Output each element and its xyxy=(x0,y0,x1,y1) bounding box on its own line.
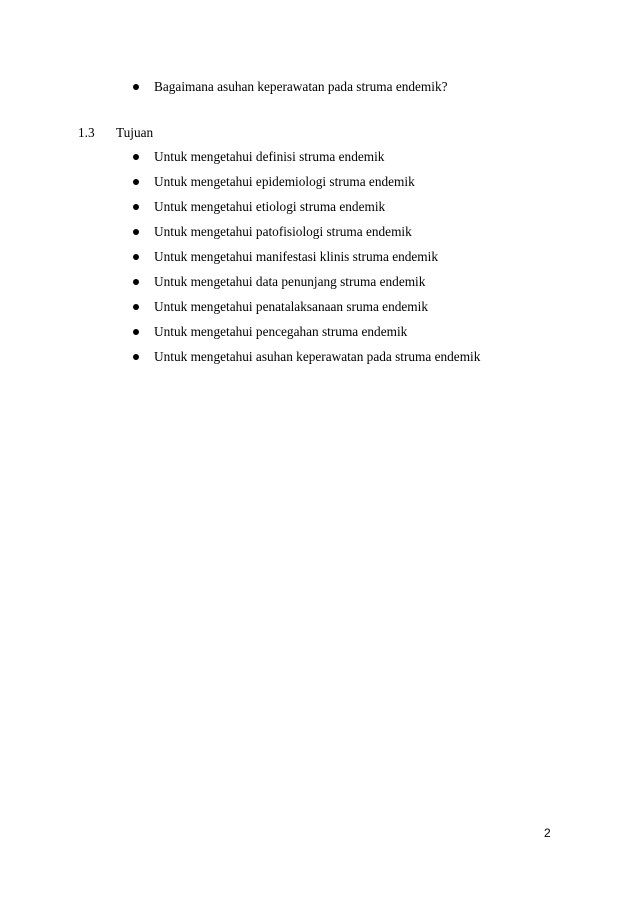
objective-text: Untuk mengetahui data penunjang struma endemik xyxy=(154,274,426,289)
bullet-icon xyxy=(133,304,139,310)
objective-item xyxy=(133,322,407,342)
objective-text: Untuk mengetahui pencegahan struma endemik xyxy=(154,324,408,339)
objective-text: Untuk mengetahui epidemiologi struma endemik xyxy=(154,174,415,189)
bullet-icon xyxy=(133,154,139,160)
bullet-icon xyxy=(133,279,139,285)
bullet-icon xyxy=(133,84,139,90)
intro-bullet-item xyxy=(133,77,448,97)
objective-text: Untuk mengetahui patofisiologi struma endemik xyxy=(154,224,412,239)
objective-item xyxy=(133,272,425,292)
objective-item xyxy=(133,297,428,317)
objective-text: Untuk mengetahui penatalaksanaan sruma endemik xyxy=(154,299,428,314)
bullet-icon xyxy=(133,204,139,210)
bullet-icon xyxy=(133,329,139,335)
objective-item xyxy=(133,247,438,267)
page-number: 2 xyxy=(544,826,551,840)
objective-item xyxy=(133,172,415,192)
objective-item xyxy=(133,147,384,167)
objective-item xyxy=(133,197,385,217)
bullet-icon xyxy=(133,354,139,360)
bullet-icon xyxy=(133,229,139,235)
objective-text: Untuk mengetahui definisi struma endemik xyxy=(154,149,385,164)
intro-bullet-text: Bagaimana asuhan keperawatan pada struma endemik? xyxy=(154,79,448,94)
objective-item xyxy=(133,347,480,367)
objective-text: Untuk mengetahui asuhan keperawatan pada struma endemik xyxy=(154,349,481,364)
section-number: 1.3 xyxy=(78,125,95,140)
objective-item xyxy=(133,222,412,242)
section-heading xyxy=(78,123,153,143)
bullet-icon xyxy=(133,179,139,185)
objective-text: Untuk mengetahui manifestasi klinis struma endemik xyxy=(154,249,438,264)
objective-text: Untuk mengetahui etiologi struma endemik xyxy=(154,199,386,214)
section-title: Tujuan xyxy=(116,125,154,140)
bullet-icon xyxy=(133,254,139,260)
